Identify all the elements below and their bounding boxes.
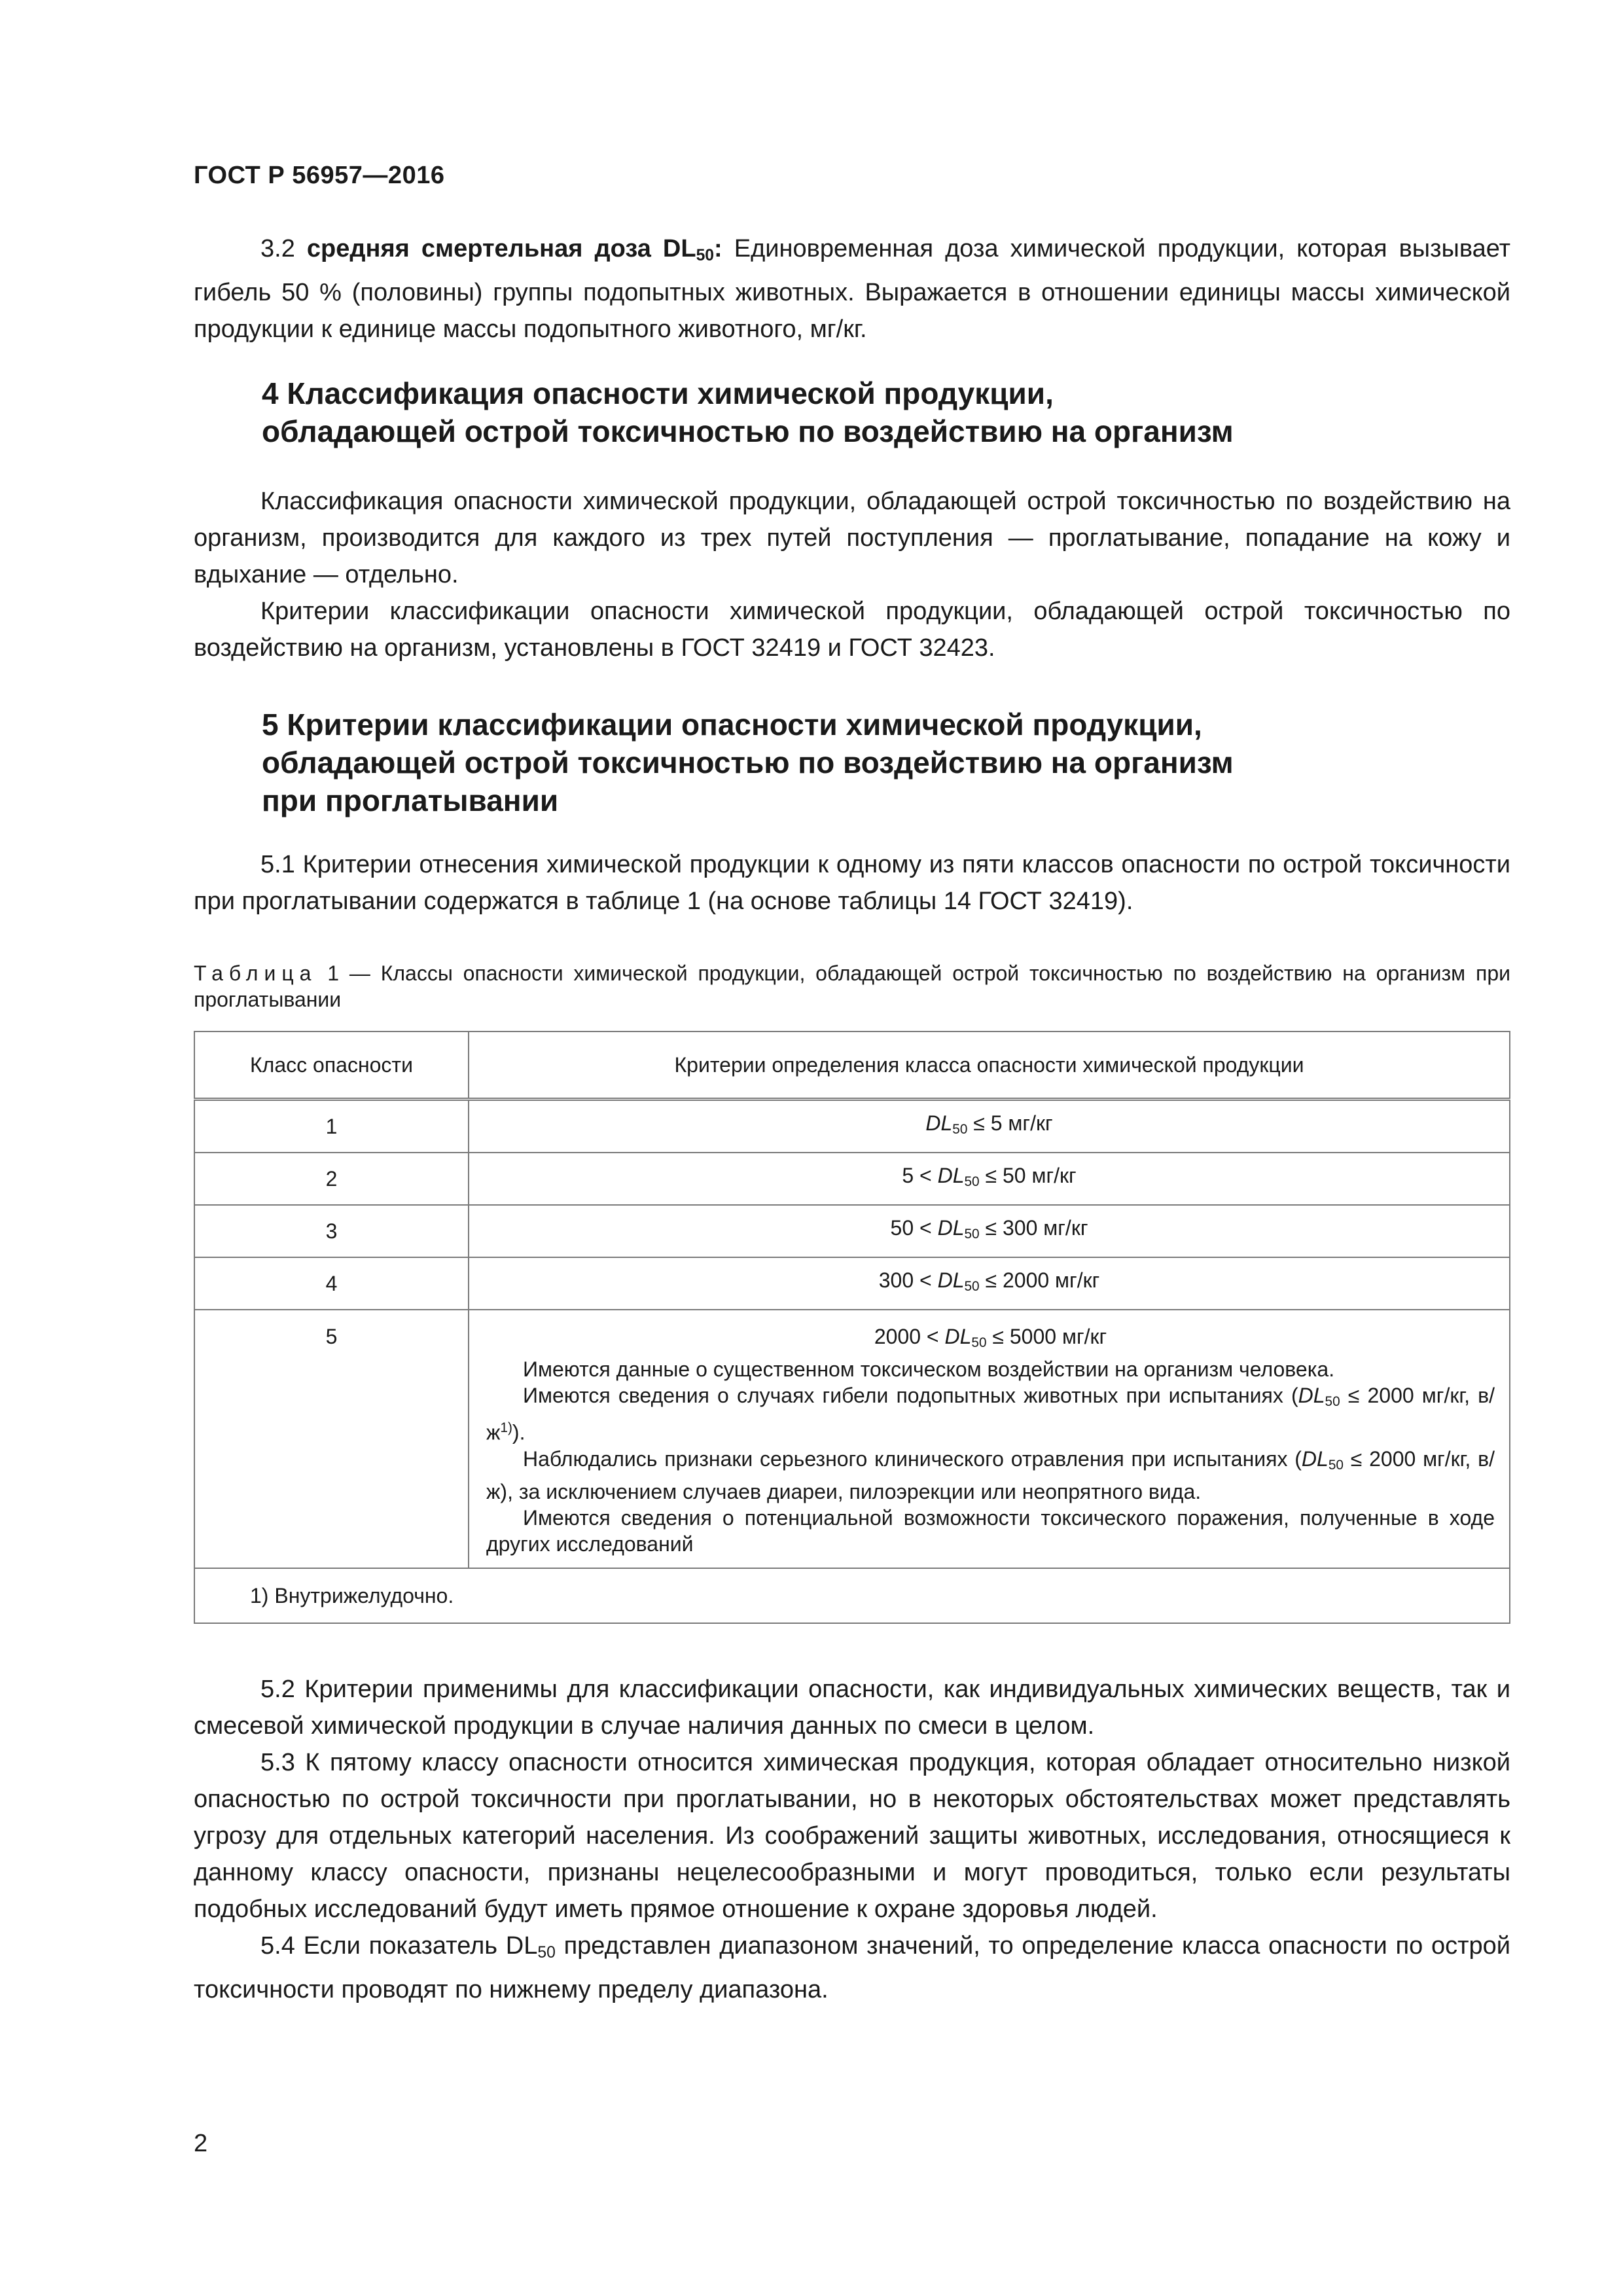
section-4-paragraph-2: Критерии классификации опасности химической продукции, обладающей острой токсичностью по воздействию на организм, установлены в ГОСТ 32419 и ГОСТ 32423.: [194, 598, 1510, 662]
term-name: средняя смертельная доза DL: [306, 235, 696, 262]
section-5-1: [194, 846, 1510, 920]
section-5-body: [194, 1671, 1510, 2008]
table-header-row: [194, 1031, 1510, 1100]
section-3-2: [194, 230, 1510, 348]
section-4-body: [194, 483, 1510, 666]
criteria-cell: $5 < DL_{50} \le 50$ мг/кг: [469, 1153, 1510, 1205]
criteria-cell: [469, 1310, 1510, 1568]
table-row: [194, 1153, 1510, 1205]
hazard-class-cell: 5: [194, 1310, 469, 1568]
criteria-cell: $50 < DL_{50} \le 300$ мг/кг: [469, 1205, 1510, 1257]
criteria-class-5-text: $2000 < DL_{50} \le 5000$ мг/кг Имеются данные о существенном токсическом воздействии на организм человека. Имеются сведения о случаях гибели подопытных животных при испытаниях ($DL_{50} \le 2000$ мг/кг, $в/ж^{1)}$). Наблюдались признаки серьезного клинического отравления при испытаниях ($DL_{50} \le 2000$ мг/кг, в/ж), за исключением случаев диареи, пилоэрекции или неопрятного вида. Имеются сведения о потенциальной возможности токсического поражения, полученные в ходе других исследований: [486, 1325, 1495, 1556]
table-row: [194, 1100, 1510, 1153]
hazard-class-cell: 1: [194, 1100, 469, 1153]
table-1-caption: Таблица 1 — Классы опасности химической продукции, обладающей острой токсичностью по воздействию на организм при проглатывании: [194, 961, 1510, 1011]
table-footnote: 1) Внутрижелудочно.: [194, 1568, 1510, 1623]
paragraph-5-1: 5.1 Критерии отнесения химической продукции к одному из пяти классов опасности по острой токсичности при проглатывании содержатся в таблице 1 (на основе таблицы 14 ГОСТ 32419).: [194, 851, 1510, 915]
table-row: [194, 1257, 1510, 1310]
criteria-cell: $DL_{50} \le 5$ мг/кг: [469, 1100, 1510, 1153]
paragraph-5-2: 5.2 Критерии применимы для классификации опасности, как индивидуальных химических веществ, так и смесевой химической продукции в случае наличия данных по смеси в целом.: [194, 1676, 1510, 1740]
section-3-2-paragraph: 3.2 средняя смертельная доза $DL_{50}$: Единовременная доза химической продукции, которая вызывает гибель 50 % (половины) группы подопытных животных. Выражается в отношении единицы массы химической продукции к единице массы подопытного животного, мг/кг.: [194, 235, 1510, 344]
hazard-class-cell: 4: [194, 1257, 469, 1310]
term-definition: Единовременная доза химической продукции, которая вызывает гибель 50 % (половины) группы подопытных животных. Выражается в отношении единицы массы химической продукции к единице массы подопытного животного, мг/кг.: [194, 235, 1510, 344]
paragraph-5-3: 5.3 К пятому классу опасности относится химическая продукция, которая обладает относительно низкой опасностью по острой токсичности при проглатывании, но в некоторых обстоятельствах может представлять угрозу для отдельных категорий населения. Из соображений защиты животных, исследования, относящиеся к данному классу опасности, признаны нецелесообразными и могут проводиться, только если результаты подобных исследований будут иметь прямое отношение к охране здоровья людей.: [194, 1749, 1510, 1923]
section-4-paragraph-1: Классификация опасности химической продукции, обладающей острой токсичностью по воздействию на организм, производится для каждого из трех путей поступления — проглатывание, попадание на кожу и вдыхание — отдельно.: [194, 488, 1510, 588]
paragraph-5-4: 5.4 Если показатель $DL_{50}$ представлен диапазоном значений, то определение класса опасности по острой токсичности проводят по нижнему пределу диапазона.: [194, 1932, 1510, 2004]
column-header-criteria: Критерии определения класса опасности химической продукции: [469, 1031, 1510, 1100]
section-5-heading: 5 Критерии классификации опасности химической продукции, обладающей острой токсичностью по воздействию на организм при проглатывании: [262, 708, 1234, 817]
table-footnote-row: [194, 1568, 1510, 1623]
page-number: 2: [194, 2130, 208, 2157]
section-4-heading: 4 Классификация опасности химической продукции, обладающей острой токсичностью по воздействию на организм: [262, 376, 1234, 448]
column-header-class: Класс опасности: [194, 1031, 469, 1100]
hazard-class-cell: 3: [194, 1205, 469, 1257]
document-code-header: ГОСТ Р 56957—2016: [194, 162, 445, 189]
table-1: [194, 1031, 1510, 1624]
table-row: [194, 1310, 1510, 1568]
criteria-cell: $300 < DL_{50} \le 2000$ мг/кг: [469, 1257, 1510, 1310]
hazard-class-cell: 2: [194, 1153, 469, 1205]
table-row: [194, 1205, 1510, 1257]
